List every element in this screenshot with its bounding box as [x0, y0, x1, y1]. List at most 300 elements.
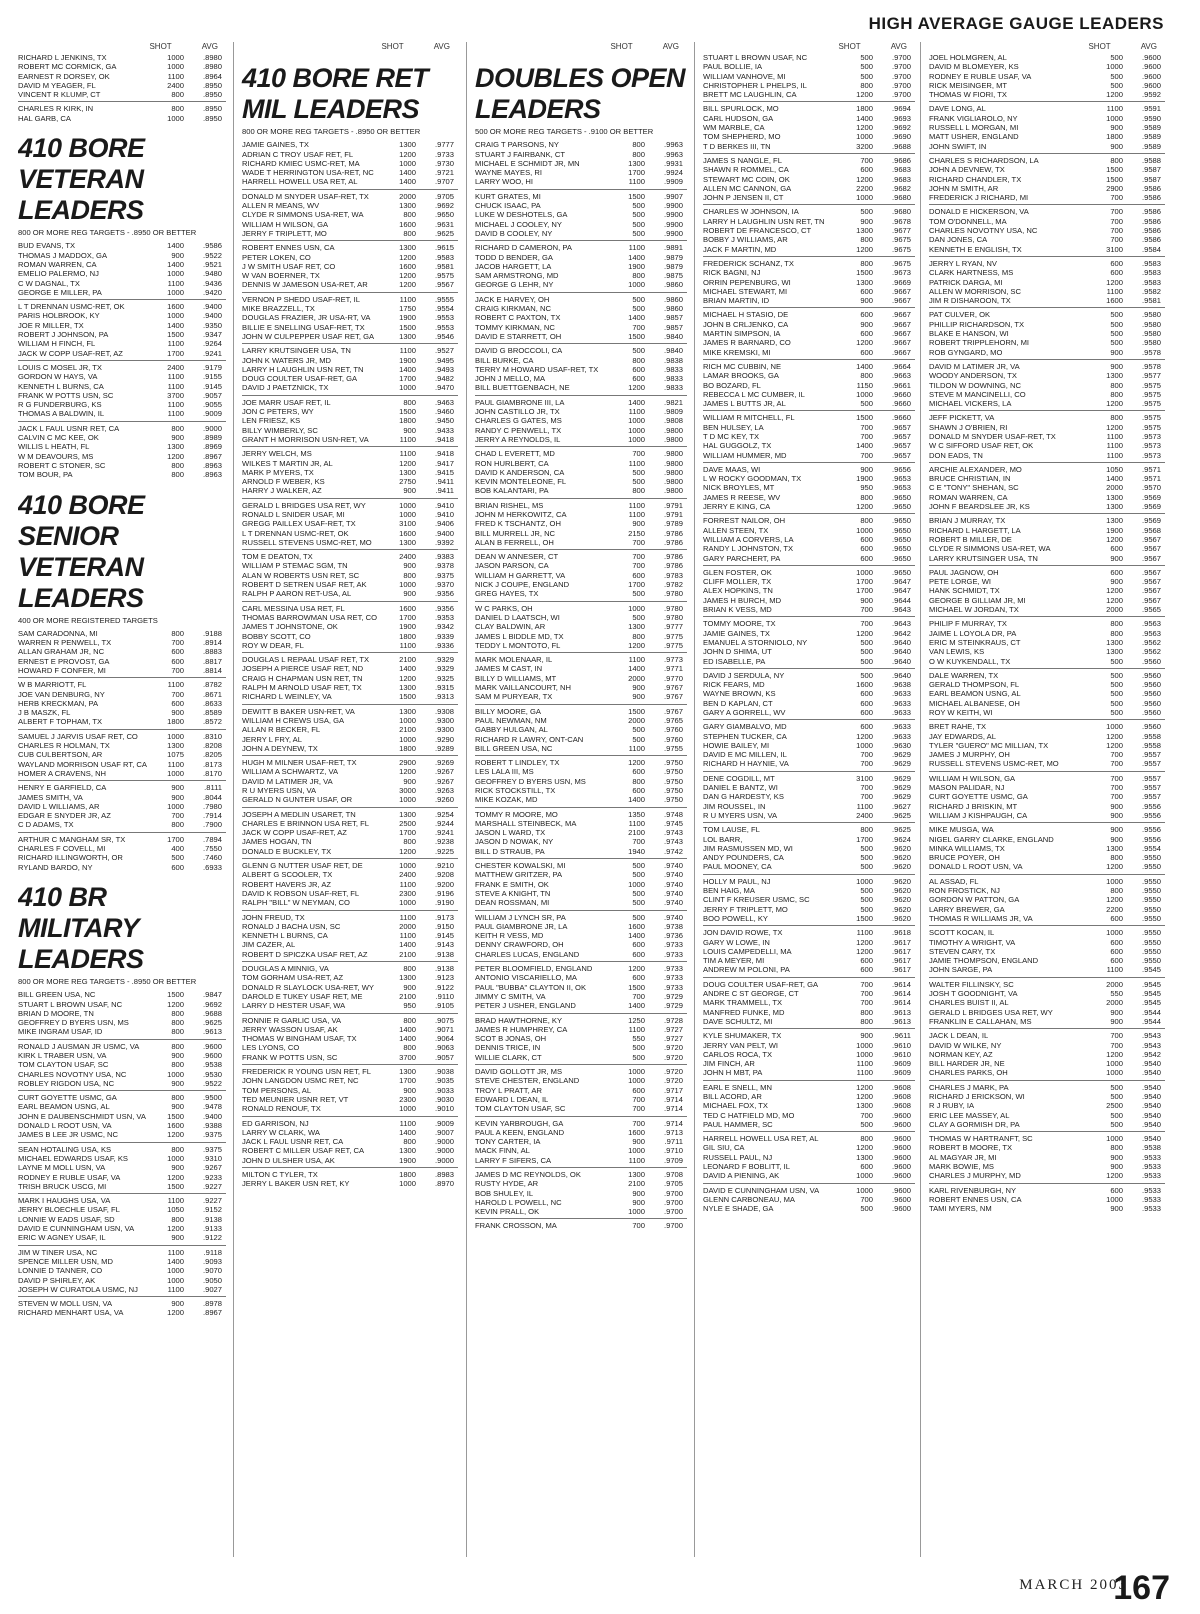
shot-count: 2100 [399, 725, 416, 735]
shot-count: 1500 [399, 692, 416, 702]
shot-count: 2100 [628, 828, 645, 838]
shooter-name: JOHN J MELLO, MA [475, 374, 546, 384]
average: .9522 [202, 1078, 222, 1088]
shooter-name: ALEX HOPKINS, TN [703, 586, 773, 596]
shot-count: 1000 [1106, 876, 1123, 886]
shooter-name: ALLAN R BECKER, FL [242, 725, 321, 735]
shot-count: 1000 [1106, 1134, 1123, 1144]
shot-count: 1200 [856, 1091, 873, 1101]
leader-row [475, 529, 687, 538]
shot-count: 2100 [399, 991, 416, 1001]
average: .9657 [891, 431, 911, 441]
leader-row [242, 786, 458, 795]
shooter-name: RICHARD L JENKINS, TX [18, 53, 107, 62]
shooter-name: LARRY KRUTSINGER USA, TN [929, 553, 1038, 563]
average: .9567 [1141, 567, 1161, 577]
shooter-name: TODD D BENDER, GA [475, 252, 553, 262]
shot-count: 1200 [856, 731, 873, 741]
shot-count: 950 [403, 1001, 416, 1011]
shot-count: 700 [860, 989, 873, 999]
shooter-name: CALVIN C MC KEE, OK [18, 433, 99, 443]
shot-count: 1800 [399, 743, 416, 753]
shot-count: 800 [632, 149, 645, 159]
shooter-name: BRET RAHE, TX [929, 722, 987, 732]
leader-row [242, 716, 458, 725]
shot-count: 1300 [399, 243, 416, 253]
shot-count: 3100 [399, 519, 416, 529]
leader-row [475, 510, 687, 519]
leader-row [703, 741, 915, 750]
shooter-name: TOM SHEPHERD, MO [703, 132, 781, 142]
shot-count: 500 [632, 346, 645, 356]
average: .9963 [663, 149, 683, 159]
shooter-name: BOO POWELL, KY [703, 913, 768, 923]
average: .9620 [891, 886, 911, 896]
shooter-name: JAMES J MURPHY, OH [929, 750, 1010, 760]
leader-row [475, 486, 687, 495]
leader-row [242, 459, 458, 468]
average: .9310 [202, 1153, 222, 1163]
average: .9567 [1141, 553, 1161, 563]
group-divider [703, 256, 915, 257]
leader-row [929, 1041, 1165, 1050]
average: .9650 [891, 492, 911, 502]
shot-count: 1100 [167, 381, 184, 391]
average: .9225 [434, 846, 454, 856]
shot-count: 1100 [167, 278, 184, 288]
shot-count: 900 [171, 792, 184, 802]
leader-row [703, 348, 915, 357]
shooter-name: JAMES H BURCH, MD [703, 595, 782, 605]
average: .9123 [434, 973, 454, 983]
average: .9308 [434, 706, 454, 716]
leader-row [703, 474, 915, 483]
shooter-name: RON FROSTICK, NJ [929, 886, 1000, 896]
shot-header: SHOT [381, 42, 404, 51]
shot-count: 1150 [856, 380, 873, 390]
shooter-name: ROBERT C PAXTON, TX [475, 313, 561, 323]
leader-row [475, 1128, 687, 1137]
average: .9740 [663, 861, 683, 871]
average: .9589 [1141, 123, 1161, 133]
leader-list [18, 629, 226, 872]
shooter-name: LARRY WOO, HI [475, 177, 533, 187]
shooter-name: JIM FINCH, AR [703, 1059, 755, 1069]
shooter-name: DAVID K ANDERSON, CA [475, 467, 565, 477]
leader-row [242, 253, 458, 262]
column-header [18, 42, 226, 53]
average: .9392 [434, 537, 454, 547]
shooter-name: ROMAN WARREN, CA [18, 259, 97, 269]
group-divider [475, 961, 687, 962]
shooter-name: EDGAR E SNYDER JR, AZ [18, 811, 111, 821]
leader-row [18, 1079, 226, 1088]
average: .9573 [1141, 441, 1161, 451]
leader-row [475, 674, 687, 683]
shot-count: 1000 [628, 879, 645, 889]
leader-row [18, 1070, 226, 1079]
average: .9720 [663, 1076, 683, 1086]
shooter-name: RICK STOCKSTILL, TX [475, 786, 556, 795]
shooter-name: WILLIAM P STEMAC SGM, TN [242, 561, 348, 571]
leader-row [18, 1093, 226, 1102]
shot-count: 500 [632, 210, 645, 220]
average: .9545 [1141, 965, 1161, 975]
leader-row [242, 365, 458, 374]
leader-row [242, 810, 458, 819]
leader-list [475, 140, 687, 1230]
leader-row [929, 371, 1165, 380]
shooter-name: JOHN D SHIMA, UT [703, 647, 772, 657]
leader-row [242, 468, 458, 477]
group-divider [703, 1028, 915, 1029]
shooter-name: BRIAN D MOORE, TN [18, 1008, 94, 1018]
leader-row [475, 992, 687, 1001]
shot-count: 1350 [628, 809, 645, 819]
shot-count: 1200 [167, 451, 184, 461]
leader-row [18, 288, 226, 297]
shooter-name: MICHAEL FOX, TX [703, 1101, 768, 1111]
shooter-name: JAMES R REESE, WV [703, 492, 781, 502]
shot-count: 800 [1110, 1143, 1123, 1153]
shooter-name: DANIEL D LAATSCH, WI [475, 612, 560, 622]
average: .9325 [434, 673, 454, 683]
shot-count: 1600 [399, 603, 416, 613]
leader-row [703, 432, 915, 441]
shot-count: 1000 [1106, 1194, 1123, 1204]
average: .9152 [202, 1205, 222, 1215]
shooter-name: DANIEL E BANTZ, WI [703, 783, 778, 793]
shooter-name: SAM ARMSTRONG, MD [475, 271, 559, 281]
shooter-name: MARK VAILLANCOURT, NH [475, 683, 571, 693]
shooter-name: JASON PARSON, CA [475, 561, 549, 571]
shot-count: 700 [860, 979, 873, 989]
leader-row [475, 1095, 687, 1104]
shooter-name: MICHAEL E SCHMIDT JR, MN [475, 158, 580, 168]
average: .9909 [663, 177, 683, 187]
leader-row [242, 1067, 458, 1076]
shooter-name: SCOTT KOCAN, IL [929, 928, 995, 938]
group-divider [929, 513, 1165, 514]
average: .9553 [434, 313, 454, 323]
average: .9350 [202, 320, 222, 330]
leader-row [242, 1128, 458, 1137]
leader-row [475, 589, 687, 598]
shooter-name: MINKA WILLIAMS, TX [929, 843, 1005, 853]
shooter-name: GEOFFREY D BYERS USN, MS [18, 1018, 129, 1028]
shooter-name: KYLE SHUMAKER, TX [703, 1031, 782, 1041]
leader-row [929, 722, 1165, 731]
group-divider [929, 307, 1165, 308]
shot-count: 800 [403, 1043, 416, 1053]
shot-count: 1100 [628, 407, 645, 417]
leader-row [475, 1034, 687, 1043]
shooter-name: MICHAEL W JORDAN, TX [929, 605, 1019, 615]
shot-count: 500 [1110, 1110, 1123, 1120]
shooter-name: DONALD E HICKERSON, VA [929, 207, 1029, 217]
leader-row [703, 554, 915, 563]
shot-count: 1000 [399, 795, 416, 805]
leader-row [242, 201, 458, 210]
group-divider [475, 1064, 687, 1065]
shooter-name: ALLEN W MORRISON, SC [929, 286, 1021, 296]
group-divider [242, 704, 458, 705]
shooter-name: DAVID GOLLOTT JR, MS [475, 1067, 563, 1077]
average: .9329 [434, 655, 454, 665]
shot-count: 500 [1110, 338, 1123, 348]
average: .9560 [1141, 708, 1161, 717]
shooter-name: MICHAEL ALBANESE, OH [929, 698, 1020, 708]
average: .9600 [202, 1041, 222, 1051]
average: .9611 [892, 1031, 911, 1041]
shot-count: 900 [1110, 1162, 1123, 1172]
shooter-name: JOHN P JENSEN II, CT [703, 193, 784, 203]
average: .9860 [663, 280, 683, 290]
average: .9420 [202, 287, 222, 297]
leader-row [475, 1170, 687, 1179]
average: .9580 [1141, 319, 1161, 329]
leader-row [703, 268, 915, 277]
leader-row [475, 468, 687, 477]
shooter-name: ALLEN MC CANNON, GA [703, 183, 792, 193]
shooter-name: FRANK CROSSON, MA [475, 1221, 557, 1231]
leader-row [703, 680, 915, 689]
shot-count: 1100 [1106, 431, 1123, 441]
shot-count: 1000 [399, 500, 416, 510]
leader-row [703, 759, 915, 768]
shot-count: 900 [171, 1051, 184, 1060]
leader-row [703, 750, 915, 759]
shooter-name: MIKE MUSGA, WA [929, 825, 994, 835]
leader-row [242, 304, 458, 313]
leader-row [703, 671, 915, 680]
leader-row [703, 596, 915, 605]
shot-count: 1200 [1106, 1171, 1123, 1181]
shot-count: 1400 [399, 364, 416, 374]
average: .9782 [663, 580, 683, 590]
shot-count: 1100 [628, 500, 645, 510]
leader-row [242, 1137, 458, 1146]
shot-count: 1500 [628, 706, 645, 716]
shot-count: 2000 [1106, 998, 1123, 1008]
leader-row [929, 586, 1165, 595]
shooter-name: ROBERT MC CORMICK, GA [18, 62, 117, 72]
shot-count: 1400 [399, 1024, 416, 1034]
shooter-name: LARRY W CLARK, WA [242, 1127, 320, 1137]
leader-row [929, 1068, 1165, 1077]
average: .9562 [1141, 647, 1161, 657]
average: .8814 [202, 665, 222, 675]
average: .9071 [434, 1024, 454, 1034]
shooter-name: FRANK E SMITH, OK [475, 879, 549, 889]
average: .9620 [891, 876, 911, 886]
leader-row [475, 632, 687, 641]
shooter-name: JAMIE GAINES, TX [242, 140, 309, 150]
leader-row [18, 1051, 226, 1060]
shot-count: 2400 [399, 552, 416, 562]
leader-row [242, 655, 458, 664]
shooter-name: ROBERT ENNES USN, CA [929, 1194, 1022, 1204]
shot-count: 1200 [1106, 862, 1123, 872]
shot-count: 700 [1110, 750, 1123, 760]
shooter-name: PHILIP F MURRAY, TX [929, 619, 1007, 629]
group-divider [703, 1131, 915, 1132]
leader-row [18, 363, 226, 372]
leader-row [703, 62, 915, 71]
average: .9692 [434, 201, 454, 211]
shot-count: 1000 [1106, 62, 1123, 72]
shooter-name: GLEN FOSTER, OK [703, 567, 772, 577]
shooter-name: TOM CLAYTON USAF, SC [475, 1104, 566, 1114]
group-divider [242, 1013, 458, 1014]
average: .9500 [202, 1093, 222, 1103]
leader-row [242, 501, 458, 510]
leader-row [18, 1027, 226, 1036]
leader-row [475, 983, 687, 992]
intro-list [18, 53, 226, 123]
leader-row [703, 423, 915, 432]
leader-row [18, 793, 226, 802]
shooter-name: STUART J FAIRBANK, CT [475, 149, 566, 159]
leader-row [703, 877, 915, 886]
average: .9450 [434, 416, 454, 426]
group-divider [703, 101, 915, 102]
leader-row [242, 220, 458, 229]
shooter-name: JIM W TINER USA, NC [18, 1247, 98, 1257]
shot-count: 1100 [167, 339, 184, 349]
shooter-name: PAUL MOONEY, CA [703, 862, 772, 872]
shooter-name: ORRIN PEPENBURG, WI [703, 277, 791, 287]
shooter-name: CHARLES LUCAS, ENGLAND [475, 949, 580, 959]
leader-row [18, 104, 226, 113]
shooter-name: RALPH M ARNOLD USAF RET, TX [242, 683, 362, 693]
shot-count: 1100 [628, 743, 645, 753]
shooter-name: JERRY L FRY, AL [242, 734, 302, 744]
shooter-name: ALBERT G SCOOLER, TX [242, 870, 333, 880]
shot-count: 1200 [856, 123, 873, 133]
shot-count: 1200 [167, 1172, 184, 1182]
group-divider [18, 729, 226, 730]
average: .9683 [891, 165, 911, 175]
average: .9683 [891, 174, 911, 184]
average: .9375 [202, 1130, 222, 1140]
leader-row [18, 1060, 226, 1069]
shot-count: 600 [860, 722, 873, 732]
average: .9540 [1141, 1091, 1161, 1101]
shooter-name: LES LALA III, MS [475, 767, 534, 777]
group-divider [475, 1013, 687, 1014]
average: .9680 [891, 193, 911, 203]
leader-row [18, 461, 226, 470]
shot-count: 700 [632, 837, 645, 847]
shot-count: 1000 [856, 1171, 873, 1181]
leader-row [703, 1068, 915, 1077]
leader-row [475, 725, 687, 734]
shooter-name: JAMIE GAINES, TX [703, 628, 770, 638]
leader-row [475, 374, 687, 383]
leader-row [242, 383, 458, 392]
average: .9586 [202, 241, 222, 251]
shot-count: 600 [860, 534, 873, 544]
average: .9568 [1141, 525, 1161, 535]
shot-count: 1200 [856, 1082, 873, 1092]
leader-row [18, 802, 226, 811]
leader-row [242, 571, 458, 580]
shot-count: 1400 [628, 931, 645, 941]
shot-count: 800 [171, 1018, 184, 1028]
average: .9613 [891, 1007, 911, 1017]
average: .9542 [1141, 1049, 1161, 1059]
leader-row [242, 519, 458, 528]
leader-row [929, 699, 1165, 708]
shooter-name: ADRIAN C TROY USAF RET, FL [242, 149, 354, 159]
shot-count: 600 [1110, 956, 1123, 966]
shooter-name: DOUG COULTER USAF-RET, GA [242, 374, 358, 384]
shooter-name: JAMES HOGAN, TN [242, 837, 312, 847]
leader-row [929, 1186, 1165, 1195]
shooter-name: RICHARD L HARGETT, LA [929, 525, 1021, 535]
average: .9521 [202, 259, 222, 269]
leader-row [18, 863, 226, 872]
average: .9642 [891, 628, 911, 638]
group-divider [18, 677, 226, 678]
shooter-name: BILL GREEN USA, NC [475, 743, 553, 753]
shooter-name: GEORGE B GILLIAM JR, MI [929, 595, 1026, 605]
shooter-name: RICHARD J ERICKSON, WI [929, 1091, 1025, 1101]
group-divider [18, 1245, 226, 1246]
shooter-name: RUSSELL STEVENS USMC-RET, MO [929, 759, 1059, 769]
shooter-name: BRIAN MARTIN, ID [703, 296, 770, 306]
leader-row [242, 229, 458, 238]
average: .8173 [202, 759, 222, 769]
shot-count: 1500 [628, 982, 645, 992]
average: .9070 [202, 1266, 222, 1276]
group-divider [929, 101, 1165, 102]
average: .9924 [663, 168, 683, 178]
shooter-name: CHARLES PARKS, OH [929, 1068, 1008, 1078]
shot-count: 1700 [856, 577, 873, 587]
shot-count: 800 [171, 1093, 184, 1103]
shot-count: 900 [632, 1197, 645, 1207]
shooter-name: RICK BAGNI, NJ [703, 268, 761, 278]
shooter-name: WAYNE MAYES, RI [475, 168, 542, 178]
shooter-name: STEPHEN TUCKER, CA [703, 731, 787, 741]
leader-row [703, 792, 915, 801]
shooter-name: ERNEST E PROVOST, GA [18, 656, 110, 666]
average: .9727 [663, 1034, 683, 1044]
average: .8970 [434, 1179, 454, 1189]
shot-count: 500 [1110, 80, 1123, 90]
shot-count: 1000 [856, 1040, 873, 1050]
shot-count: 900 [171, 1163, 184, 1173]
leader-row [475, 735, 687, 744]
shooter-name: BILLY D WILLIAMS, MT [475, 673, 557, 683]
shot-count: 1100 [628, 177, 645, 187]
average: .9406 [434, 519, 454, 529]
shot-count: 500 [860, 71, 873, 81]
leader-row [929, 451, 1165, 460]
leader-row [242, 271, 458, 280]
leader-row [475, 538, 687, 547]
shooter-name: RUSSELL L MORGAN, MI [929, 123, 1019, 133]
shooter-name: EMELIO PALERMO, NJ [18, 269, 99, 279]
shot-count: 1000 [167, 113, 184, 123]
leader-row [475, 1189, 687, 1198]
shot-count: 800 [403, 210, 416, 220]
average: .9575 [1141, 389, 1161, 399]
leader-row [929, 278, 1165, 287]
avg-header: AVG [662, 42, 679, 51]
